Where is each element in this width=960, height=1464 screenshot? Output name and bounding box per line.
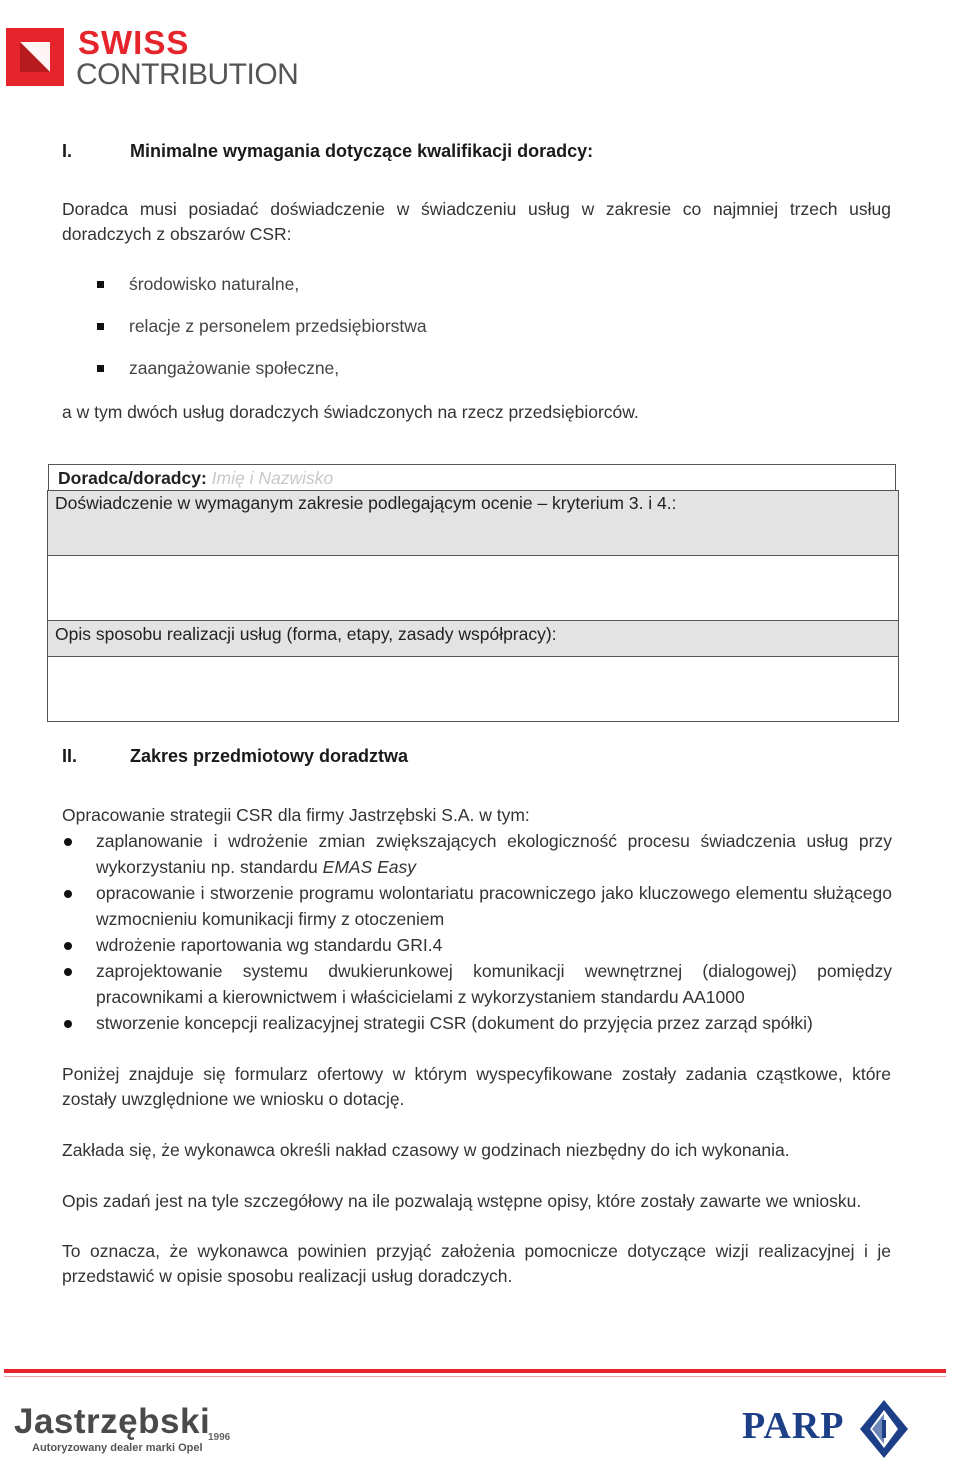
advisor-label: Doradca/doradcy: — [58, 468, 207, 488]
list-item — [129, 358, 339, 379]
jastrzebski-tagline: Autoryzowany dealer marki Opel — [32, 1442, 203, 1454]
square-bullet-icon — [97, 281, 104, 288]
advisor-name-placeholder[interactable]: Imię i Nazwisko — [211, 468, 334, 488]
jastrzebski-logo — [14, 1402, 244, 1462]
method-input-cell[interactable] — [48, 657, 898, 721]
square-bullet-icon — [97, 323, 104, 330]
bullet-icon — [64, 890, 72, 898]
logo-contribution-text: CONTRIBUTION — [76, 58, 299, 91]
parp-logo — [742, 1398, 922, 1460]
parp-name: PARP — [742, 1405, 845, 1447]
list-item-text: stworzenie koncepcji realizacyjnej strategii CSR (dokument do przyjęcia przez zarząd spółki) — [96, 1013, 813, 1033]
section-2-intro: Opracowanie strategii CSR dla firmy Jastrzębski S.A. w tym: — [62, 805, 530, 825]
list-item-text: wdrożenie raportowania wg standardu GRI.4 — [96, 935, 443, 955]
section-2-heading — [62, 746, 862, 770]
bullet-icon — [64, 942, 72, 950]
section-1-heading — [62, 141, 862, 165]
list-item-text: zaangażowanie społeczne, — [129, 358, 340, 378]
section-2-title: Zakres przedmiotowy doradztwa — [130, 746, 409, 766]
method-label: Opis sposobu realizacji usług (forma, etapy, zasady współpracy): — [55, 624, 557, 644]
square-bullet-icon — [97, 365, 104, 372]
swiss-contribution-logo — [6, 24, 306, 91]
csr-areas-list — [129, 274, 829, 384]
advisor-row — [48, 464, 896, 491]
list-item-text: relacje z personelem przedsiębiorstwa — [129, 316, 427, 336]
list-item-text: opracowanie i stworzenie programu wolontariatu pracowniczego jako kluczowego elementu służącego wzmocnieniu komunikacji firmy z otoczeniem — [96, 883, 892, 929]
footer-rule-shadow — [4, 1376, 946, 1377]
footer-rule — [4, 1369, 946, 1373]
list-item — [96, 959, 892, 1010]
section-1-number: I. — [62, 141, 73, 161]
bullet-icon — [64, 838, 72, 846]
swiss-logo-mark — [6, 28, 64, 86]
list-item — [96, 1011, 892, 1037]
advisor-field[interactable] — [58, 468, 333, 489]
section-2-number: II. — [62, 746, 78, 766]
list-item — [129, 274, 299, 295]
list-item-text: zaplanowanie i wdrożenie zmian zwiększających ekologiczność procesu świadczenia usług przy wykorzystaniu np. standardu — [96, 831, 892, 877]
logo-swiss-text: SWISS — [78, 24, 190, 61]
jastrzebski-year: 1996 — [208, 1432, 231, 1443]
paragraph-task-detail: Opis zadań jest na tyle szczegółowy na ile pozwalają wstępne opisy, które zostały zawarte we wniosku. — [62, 1191, 862, 1211]
parp-arrow-icon — [860, 1400, 908, 1458]
experience-label: Doświadczenie w wymaganym zakresie podlegającym ocenie – kryterium 3. i 4.: — [55, 493, 677, 513]
method-label-row — [48, 621, 898, 656]
list-item — [96, 881, 892, 932]
emas-easy-emphasis: EMAS Easy — [322, 856, 417, 877]
scope-list — [62, 829, 892, 1039]
bullet-icon — [64, 1020, 72, 1028]
jastrzebski-name: Jastrzębski — [14, 1402, 211, 1441]
section-1-intro: Doradca musi posiadać doświadczenie w świadczeniu usług w zakresie co najmniej trzech usług doradczych z obszarów CSR: — [62, 199, 891, 244]
experience-label-row — [48, 491, 898, 555]
section-1-title: Minimalne wymagania dotyczące kwalifikacji doradcy: — [130, 141, 594, 161]
bullet-icon — [64, 968, 72, 976]
experience-input-cell[interactable] — [48, 556, 898, 620]
list-item — [96, 829, 892, 880]
list-item-text: środowisko naturalne, — [129, 274, 300, 294]
list-item — [129, 316, 427, 337]
offer-form-table — [47, 490, 899, 722]
paragraph-assumptions: To oznacza, że wykonawca powinien przyjąć założenia pomocnicze dotyczące wizji realizacyjnej i je przedstawić w opisie sposobu realizacji usług doradczych. — [62, 1241, 891, 1286]
section-1-outro: a w tym dwóch usług doradczych świadczonych na rzecz przedsiębiorców. — [62, 402, 639, 422]
paragraph-offer-form: Poniżej znajduje się formularz ofertowy w którym wyspecyfikowane zostały zadania cząstkowe, które zostały uwzględnione we wniosku o dotację. — [62, 1064, 891, 1109]
list-item — [96, 933, 892, 959]
list-item-text: zaprojektowanie systemu dwukierunkowej komunikacji wewnętrznej (dialogowej) pomiędzy pracownikami a kierownictwem i właścicielami z wykorzystaniem standardu AA1000 — [96, 961, 892, 1007]
paragraph-time-estimate: Zakłada się, że wykonawca określi nakład czasowy w godzinach niezbędny do ich wykonania. — [62, 1140, 790, 1160]
